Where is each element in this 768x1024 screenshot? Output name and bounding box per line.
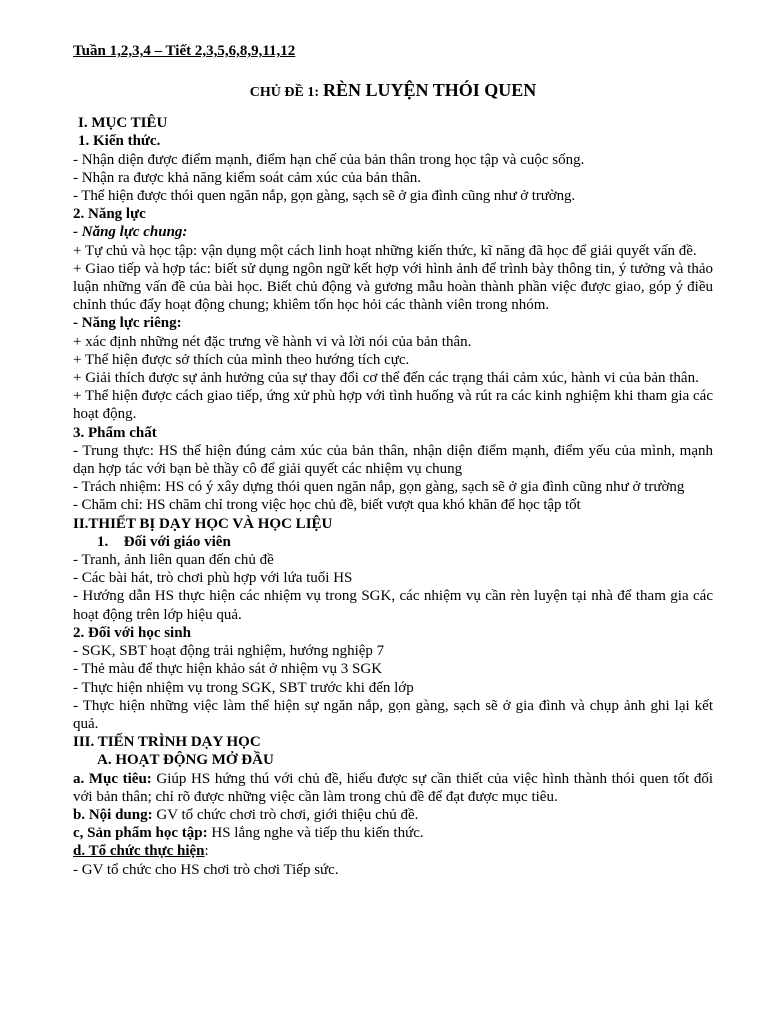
list-item: - Chăm chỉ: HS chăm chỉ trong việc học chủ đề, biết vượt qua khó khăn để học tập tốt xyxy=(73,497,581,514)
list-item: - GV tổ chức cho HS chơi trò chơi Tiếp sức. xyxy=(73,861,339,878)
subheading-giao-vien-label: Đối với giáo viên xyxy=(123,533,231,550)
text-muc-tieu: Giúp HS hứng thú với chủ đề, hiểu được sự cần thiết của việc hình thành thói quen tốt đối với bản thân; chỉ rõ được những việc cần làm trong chủ đề để đạt được mục tiêu. xyxy=(73,770,713,805)
list-item: - Các bài hát, trò chơi phù hợp với lứa tuổi HS xyxy=(73,570,353,587)
subheading-pham-chat: 3. Phẩm chất xyxy=(73,424,157,441)
paragraph-noi-dung xyxy=(73,806,713,824)
list-item: - Tranh, ảnh liên quan đến chủ đề xyxy=(73,552,274,569)
list-item: - Thực hiện nhiệm vụ trong SGK, SBT trước khi đến lớp xyxy=(73,679,414,696)
list-item: - SGK, SBT hoạt động trải nghiệm, hướng nghiệp 7 xyxy=(73,643,385,660)
list-item: - Thẻ màu để thực hiện khảo sát ở nhiệm vụ 3 SGK xyxy=(73,661,383,678)
list-item: + xác định những nét đặc trưng về hành vi và lời nói của bản thân. xyxy=(73,333,472,350)
subheading-nang-luc-chung: - Năng lực chung: xyxy=(73,224,188,241)
list-item: + Giao tiếp và hợp tác: biết sử dụng ngôn ngữ kết hợp với hình ảnh để trình bày thông tin, ý tưởng và thảo luận những vấn đề của bài học. Biết chủ động và gương mẫu hoàn thành phần việc được giao, góp ý điều chỉnh thúc đẩy hoạt động chung; khiêm tốn học hỏi các thành viên trong nhóm. xyxy=(73,260,713,314)
section-heading-muc-tieu: I. MỤC TIÊU xyxy=(78,115,168,132)
list-item: + Thể hiện được cách giao tiếp, ứng xử phù hợp với tình huống và rút ra các kinh nghiệm khi tham gia các hoạt động. xyxy=(73,388,713,423)
list-item: + Thể hiện được sở thích của mình theo hướng tích cực. xyxy=(73,351,410,368)
subheading-number: 1. xyxy=(97,533,109,550)
list-item: - Trung thực: HS thể hiện đúng cảm xúc của bản thân, nhận diện điểm mạnh, điểm yếu của mình, mạnh dạn hợp tác với bạn bè thầy cô để giải quyết các nhiệm vụ chung xyxy=(73,442,713,478)
list-item: - Thực hiện những việc làm thể hiện sự ngăn nắp, gọn gàng, sạch sẽ ở gia đình và chụp ảnh ghi lại kết quả. xyxy=(73,697,713,732)
label-muc-tieu: a. Mục tiêu: xyxy=(73,770,152,787)
subheading-giao-vien xyxy=(73,533,713,551)
week-header: Tuần 1,2,3,4 – Tiết 2,3,5,6,8,9,11,12 xyxy=(73,43,296,59)
list-item: + Giải thích được sự ảnh hưởng của sự thay đổi cơ thể đến các trạng thái cảm xúc, hành vi của bản thân. xyxy=(73,370,699,387)
label-to-chuc: d. Tổ chức thực hiện xyxy=(73,843,205,860)
text-san-pham: HS lắng nghe và tiếp thu kiến thức. xyxy=(207,825,424,842)
list-item: - Nhận diện được điểm mạnh, điểm hạn chế của bản thân trong học tập và cuộc sống. xyxy=(73,151,585,168)
subheading-hoc-sinh: 2. Đối với học sinh xyxy=(73,624,191,641)
label-san-pham: c, Sản phẩm học tập: xyxy=(73,825,208,842)
text-noi-dung: GV tổ chức chơi trò chơi, giới thiệu chủ đề. xyxy=(152,806,419,823)
subheading-hoat-dong-mo-dau: A. HOẠT ĐỘNG MỞ ĐẦU xyxy=(97,752,274,769)
paragraph-muc-tieu xyxy=(73,770,713,806)
paragraph-san-pham xyxy=(73,824,713,842)
section-heading-tien-trinh: III. TIẾN TRÌNH DẠY HỌC xyxy=(73,734,261,751)
list-item: - Nhận ra được khả năng kiểm soát cảm xúc của bản thân. xyxy=(73,169,422,186)
list-item: - Trách nhiệm: HS có ý xây dựng thói quen ngăn nắp, gọn gàng, sạch sẽ ở gia đình cũng như ở trường xyxy=(73,479,685,496)
label-to-chuc-colon: : xyxy=(204,843,209,860)
list-item: + Tự chủ và học tập: vận dụng một cách linh hoạt những kiến thức, kĩ năng đã học để giải quyết vấn đề. xyxy=(73,242,697,259)
section-heading-thiet-bi: II.THIẾT BỊ DẠY HỌC VÀ HỌC LIỆU xyxy=(73,515,333,532)
paragraph-to-chuc xyxy=(73,842,713,860)
document-page xyxy=(73,42,713,879)
list-item: - Hướng dẫn HS thực hiện các nhiệm vụ trong SGK, các nhiệm vụ cần rèn luyện tại nhà để tham gia các hoạt động trên lớp hiệu quả. xyxy=(73,588,713,623)
subheading-kien-thuc: 1. Kiến thức. xyxy=(78,133,161,150)
topic-prefix: CHỦ ĐỀ 1: xyxy=(249,85,319,101)
list-item: - Thể hiện được thói quen ngăn nắp, gọn gàng, sạch sẽ ở gia đình cũng như ở trường. xyxy=(73,188,576,205)
label-noi-dung: b. Nội dung: xyxy=(73,806,153,823)
subheading-nang-luc-rieng: - Năng lực riêng: xyxy=(73,315,182,332)
subheading-nang-luc: 2. Năng lực xyxy=(73,206,146,223)
topic-title: RÈN LUYỆN THÓI QUEN xyxy=(323,80,537,101)
topic-title-row xyxy=(73,80,713,101)
